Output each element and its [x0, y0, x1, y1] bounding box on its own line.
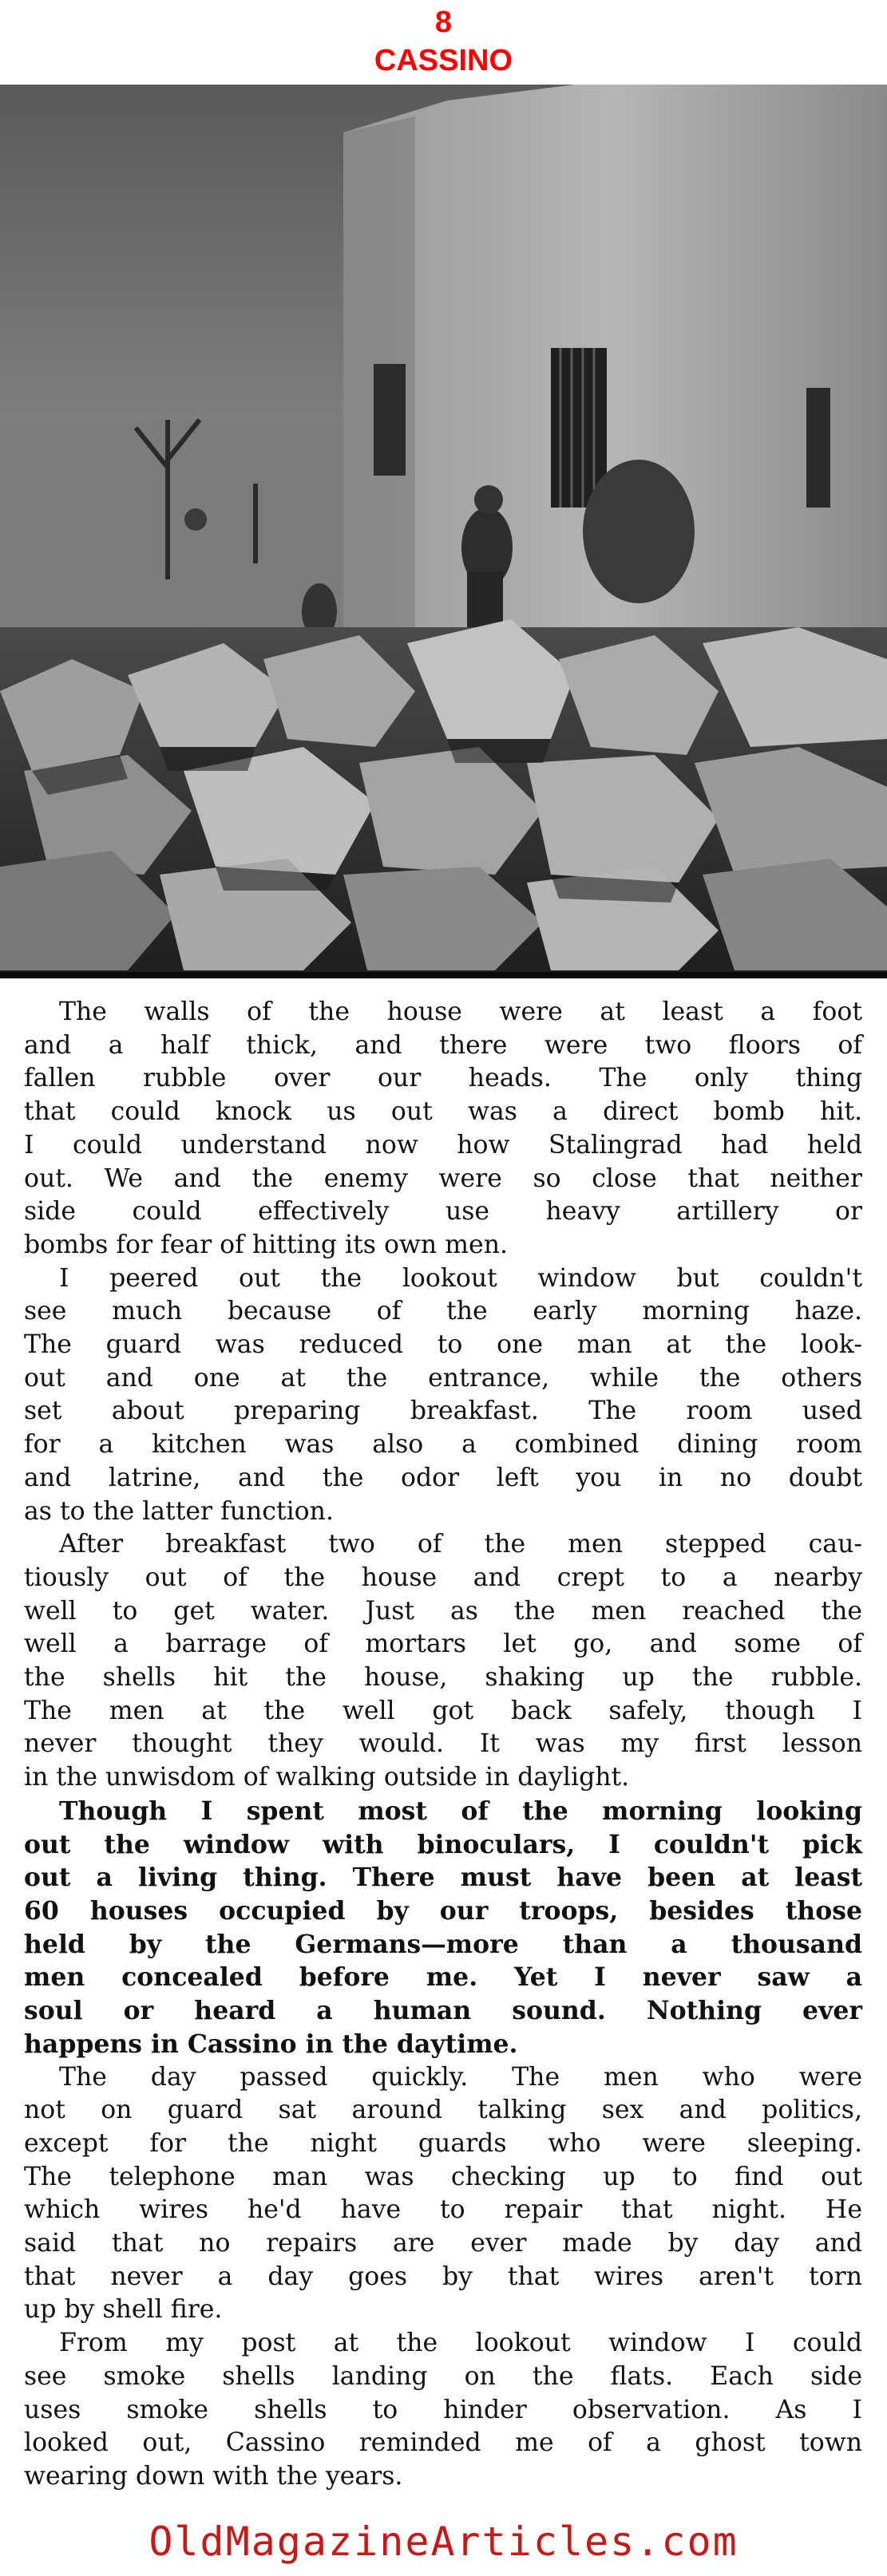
- article-paragraph: [24, 2327, 862, 2494]
- article-line: The day passed quickly. The men who were: [59, 2062, 862, 2092]
- article-line: out the window with binoculars, I couldn't pick: [24, 1829, 862, 1859]
- article-line: From my post at the lookout window I could: [59, 2329, 862, 2358]
- article-paragraph: [24, 2061, 862, 2328]
- article-line: well to get water. Just as the men reached the: [24, 1596, 862, 1626]
- article-paragraph: [24, 996, 862, 1262]
- article-line: see smoke shells landing on the flats. Each side: [24, 2361, 862, 2391]
- article-line: men concealed before me. Yet I never saw a: [24, 1962, 862, 1993]
- article-line: the shells hit the house, shaking up the rubble.: [24, 1663, 862, 1693]
- article-line: happens in Cassino in the daytime.: [24, 2029, 518, 2059]
- article-line: in the unwisdom of walking outside in daylight.: [24, 1763, 630, 1792]
- article-line: After breakfast two of the men stepped cau-: [59, 1530, 862, 1559]
- article-line: uses smoke shells to hinder observation. As I: [24, 2395, 862, 2424]
- article-line: held by the Germans—more than a thousand: [24, 1929, 862, 1959]
- article-line: The guard was reduced to one man at the look-: [24, 1330, 862, 1360]
- article-paragraph: [24, 1262, 862, 1529]
- article-line: said that no repairs are ever made by day and: [24, 2229, 862, 2258]
- article-body: [24, 996, 862, 2494]
- article-line: bombs for fear of hitting its own men.: [24, 1230, 508, 1259]
- article-line: Though I spent most of the morning looking: [59, 1796, 862, 1826]
- article-line: that never a day goes by that wires aren't torn: [24, 2262, 862, 2291]
- article-line: and a half thick, and there were two floors of: [24, 1030, 862, 1060]
- article-line: never thought they would. It was my first lesson: [24, 1729, 862, 1759]
- article-line: not on guard sat around talking sex and politics,: [24, 2096, 862, 2125]
- article-line: tiously out of the house and crept to a nearby: [24, 1563, 862, 1592]
- article-line: looked out, Cassino reminded me of a ghost town: [24, 2428, 862, 2458]
- article-paragraph: [24, 1795, 862, 2061]
- article-line: out and one at the entrance, while the others: [24, 1363, 862, 1393]
- article-line: see much because of the early morning haze.: [24, 1297, 862, 1326]
- page-number: 8: [434, 6, 453, 39]
- article-line: up by shell fire.: [24, 2295, 223, 2325]
- article-line: The men at the well got back safely, though I: [24, 1696, 862, 1725]
- article-line: set about preparing breakfast. The room used: [24, 1397, 862, 1426]
- article-line: for a kitchen was also a combined dining room: [24, 1430, 862, 1460]
- article-line: I could understand now how Stalingrad had held: [24, 1130, 862, 1160]
- article-line: out a living thing. There must have been at least: [24, 1863, 862, 1893]
- page-header: [0, 0, 887, 86]
- article-line: wearing down with the years.: [24, 2461, 403, 2491]
- photo-caption: [0, 972, 887, 978]
- article-line: side could effectively use heavy artillery or: [24, 1197, 862, 1227]
- article-line: 60 houses occupied by our troops, besides those: [24, 1895, 862, 1926]
- war-photograph: [0, 85, 887, 978]
- article-line: The telephone man was checking up to find out: [24, 2162, 862, 2191]
- article-line: The walls of the house were at least a foot: [59, 998, 862, 1026]
- rubble-photo-illustration: [0, 85, 887, 978]
- site-watermark: OldMagazineArticles.com: [148, 2519, 739, 2565]
- article-line: and latrine, and the odor left you in no doubt: [24, 1463, 862, 1492]
- article-paragraph: [24, 1528, 862, 1795]
- article-line: soul or heard a human sound. Nothing ever: [24, 1996, 862, 2026]
- section-title: CASSINO: [374, 44, 513, 77]
- article-line: I peered out the lookout window but couldn't: [59, 1263, 862, 1293]
- article-line: which wires he'd have to repair that night. He: [24, 2195, 862, 2225]
- article-line: that could knock us out was a direct bomb hit.: [24, 1097, 862, 1127]
- article-line: except for the night guards who were sleeping.: [24, 2128, 862, 2158]
- article-line: well a barrage of mortars let go, and some of: [24, 1630, 862, 1659]
- article-line: out. We and the enemy were so close that neither: [24, 1164, 862, 1193]
- article-line: fallen rubble over our heads. The only thing: [24, 1064, 862, 1093]
- article-line: as to the latter function.: [24, 1496, 334, 1526]
